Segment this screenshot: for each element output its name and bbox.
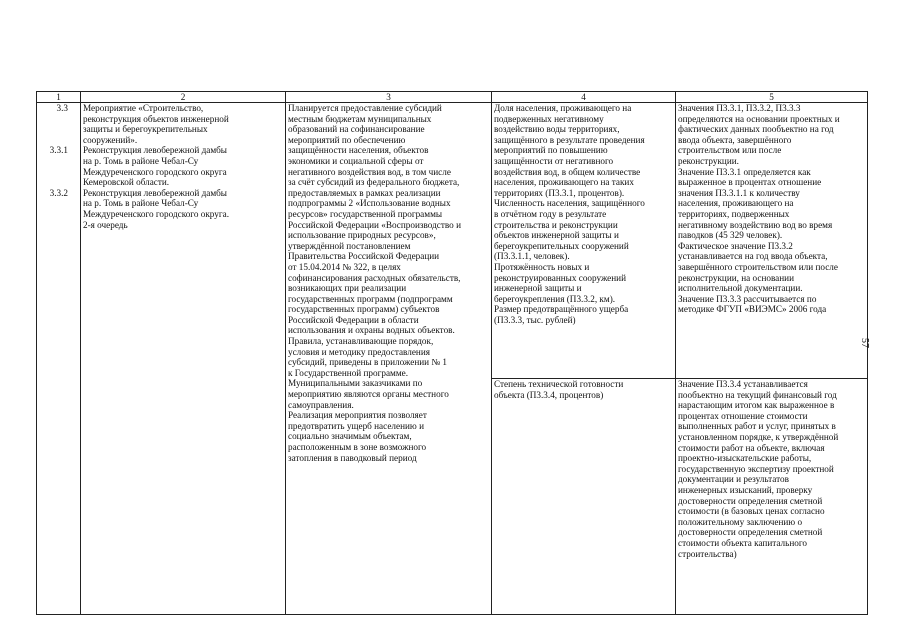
indicator-text: объекта (П3.3.4, процентов) xyxy=(494,389,604,400)
method-text: стоимости объекта капитального xyxy=(678,537,807,548)
description-text: мероприятию являются органы местного xyxy=(288,389,449,400)
measure-text: на р. Томь в районе Чебал-Су xyxy=(83,198,199,209)
measure-text: Реконструкция левобережной дамбы xyxy=(83,187,227,198)
method-text: достоверности определения сметной xyxy=(678,495,823,506)
indicator-text: в отчётном году в результате xyxy=(494,208,607,219)
table-row-indicators xyxy=(37,103,868,379)
indicator-text: мероприятий по повышению xyxy=(494,145,608,156)
header-col-1: 1 xyxy=(37,92,81,103)
description-text: возникающих при реализации xyxy=(288,283,407,294)
method-text: выполненных работ и услуг, принятых в xyxy=(678,421,836,432)
indicator-text: защищённого в результате проведения xyxy=(494,134,645,145)
indicators-cell xyxy=(492,103,676,379)
indicator-text: инженерной защиты и xyxy=(494,283,582,294)
method-text: Значения П3.3.1, П3.3.2, П3.3.3 xyxy=(678,103,801,113)
description-text: Планируется предоставление субсидий xyxy=(288,103,442,113)
method-text: завершённого строительством или после xyxy=(678,261,838,272)
item-number: 3.3 xyxy=(56,103,68,113)
method-text: реконструкции, на основании xyxy=(678,272,795,283)
method-text: негативному воздействию вод во время xyxy=(678,219,833,230)
description-text: к Государственной программе. xyxy=(288,367,409,378)
indicator-text: населения, проживающего на таких xyxy=(494,177,634,188)
method-text: паводков (45 329 человек). xyxy=(678,230,783,241)
description-text: защищённости населения, объектов xyxy=(288,145,429,156)
method-text: населения, проживающего на xyxy=(678,198,794,209)
method-text: инженерных изысканий, проверку xyxy=(678,484,813,495)
method-text: Значение П3.3.4 устанавливается xyxy=(678,379,808,389)
item-number-cell xyxy=(37,103,81,615)
indicator-text: строительства и реконструкции xyxy=(494,219,618,230)
method-text: стоимости (в базовых ценах согласно xyxy=(678,506,825,517)
indicator-text: берегоукрепительных сооружений xyxy=(494,240,629,251)
indicator-text: (П3.3.3, тыс. рублей) xyxy=(494,314,576,325)
description-text: ресурсов» государственной программы xyxy=(288,208,443,219)
description-text: Российской Федерации «Воспроизводство и xyxy=(288,219,461,230)
description-text: софинансирования расходных обязательств, xyxy=(288,272,461,283)
header-row xyxy=(37,92,868,103)
method-text: проектно-изыскательские работы, xyxy=(678,453,812,464)
description-text: предоставляемых в рамках реализации xyxy=(288,187,441,198)
indicator-text: воздействию воды территориях, xyxy=(494,124,620,135)
description-text: предотвратить ущерб населению и xyxy=(288,420,424,431)
measure-name-cell xyxy=(81,103,286,615)
item-number: 3.3.1 xyxy=(49,145,68,156)
description-text: за счёт субсидий из федерального бюджета, xyxy=(288,177,460,188)
method-text: государственную экспертизу проектной xyxy=(678,463,834,474)
method-text: методике ФГУП «ВИЭМС» 2006 года xyxy=(678,304,827,315)
method-text: ввода объекта, завершённого xyxy=(678,134,792,145)
measure-text: Реконструкция левобережной дамбы xyxy=(83,145,227,156)
description-text: расположенным в зоне возможного xyxy=(288,442,427,452)
method-text: процентах отношение стоимости xyxy=(678,410,808,421)
description-cell xyxy=(286,103,492,615)
method-text: документации и результатов xyxy=(678,474,789,485)
method-text: выраженное в процентах отношение xyxy=(678,177,822,188)
description-text: самоуправления. xyxy=(288,399,354,410)
method-text: строительством или после xyxy=(678,145,782,156)
description-text: государственных программ (подпрограмм xyxy=(288,293,453,304)
method-text: фактических данных пообъектно на год xyxy=(678,124,834,135)
description-text: условия и методику предоставления xyxy=(288,346,430,357)
indicator-text: Размер предотвращённого ущерба xyxy=(494,304,629,315)
measure-text: реконструкция объектов инженерной xyxy=(83,113,229,124)
description-text: субсидий, приведены в приложении № 1 xyxy=(288,357,448,368)
header-col-3: 3 xyxy=(286,92,492,103)
method-text: установленном порядке, к утверждённой xyxy=(678,431,839,442)
method-text: пообъектно на текущий финансовый год xyxy=(678,389,837,400)
method-text: строительства) xyxy=(678,548,737,559)
measure-text: сооружений». xyxy=(83,134,138,145)
description-text: негативного воздействия вод, в том числе xyxy=(288,166,451,177)
description-text: утверждённой постановлением xyxy=(288,240,411,251)
description-text: Правительства Российской Федерации xyxy=(288,251,440,262)
measure-text: Междуреченского городского округа. xyxy=(83,208,229,219)
method-text: стоимости работ на объекте, включая xyxy=(678,442,825,453)
measure-text: Кемеровской области. xyxy=(83,177,170,188)
method-text: Значение П3.3.1 определяется как xyxy=(678,166,811,177)
method-text: нарастающим итогом как выраженное в xyxy=(678,400,835,411)
method-text: Значение П3.3.3 рассчитывается по xyxy=(678,293,817,304)
measure-text: 2-я очередь xyxy=(83,219,128,230)
indicator-text: реконструированных сооружений xyxy=(494,272,627,283)
description-text: экономики и социальной сферы от xyxy=(288,155,424,166)
indicator-text: подверженных негативному xyxy=(494,113,604,124)
description-text: местным бюджетам муниципальных xyxy=(288,113,432,124)
description-text: использование природных ресурсов», xyxy=(288,230,436,241)
method-text: значения П3.3.1.1 к количеству xyxy=(678,187,800,198)
description-text: Российской Федерации в области xyxy=(288,314,419,325)
measure-text: Междуреченского городского округа xyxy=(83,166,227,177)
description-text: затопления в паводковый период xyxy=(288,452,417,463)
header-col-2: 2 xyxy=(81,92,286,103)
measure-text: Мероприятие «Строительство, xyxy=(83,103,204,113)
indicator-text: Численность населения, защищённого xyxy=(494,198,645,209)
description-text: Муниципальными заказчиками по xyxy=(288,378,423,389)
indicator-text: объектов инженерной защиты и xyxy=(494,230,619,241)
method-text: определяются на основании проектных и xyxy=(678,113,840,124)
method-text: исполнительной документации. xyxy=(678,283,803,294)
method-text: реконструкции. xyxy=(678,155,739,166)
method-text: Фактическое значение П3.3.2 xyxy=(678,240,793,251)
measures-table xyxy=(36,91,868,615)
indicator-text: защищённости от негативного xyxy=(494,155,614,166)
measure-text: на р. Томь в районе Чебал-Су xyxy=(83,155,199,166)
description-text: использования и охраны водных объектов. xyxy=(288,325,455,336)
description-text: Правила, устанавливающие порядок, xyxy=(288,336,434,347)
method-text: устанавливается на год ввода объекта, xyxy=(678,251,828,262)
method-cell xyxy=(676,103,868,379)
indicator-text: Степень технической готовности xyxy=(494,379,624,389)
method-text: территориях, подверженных xyxy=(678,208,790,219)
description-text: мероприятий по обеспечению xyxy=(288,134,406,145)
description-text: Реализация мероприятия позволяет xyxy=(288,410,427,421)
indicator-text: (П3.3.1.1, человек). xyxy=(494,251,570,262)
readiness-method-cell xyxy=(676,379,868,615)
indicator-text: Доля населения, проживающего на xyxy=(494,103,632,113)
description-text: государственных программ) субъектов xyxy=(288,304,440,315)
indicator-text: территориях (П3.3.1, процентов). xyxy=(494,187,625,198)
description-text: подпрограммы 2 «Использование водных xyxy=(288,198,451,209)
description-text: от 15.04.2014 № 322, в целях xyxy=(288,261,401,272)
method-text: достоверности определения сметной xyxy=(678,527,823,538)
indicator-text: воздействия вод, в общем количестве xyxy=(494,166,641,177)
indicator-text: берегоукрепления (П3.3.2, км). xyxy=(494,293,616,304)
item-number: 3.3.2 xyxy=(49,187,68,198)
description-text: образований на софинансирование xyxy=(288,124,425,135)
indicator-text: Протяжённость новых и xyxy=(494,261,590,272)
header-col-4: 4 xyxy=(492,92,676,103)
page-number: 57 xyxy=(859,338,870,348)
measure-text: защиты и берегоукрепительных xyxy=(83,124,208,135)
readiness-indicator-cell xyxy=(492,379,676,615)
description-text: социально значимым объектам, xyxy=(288,431,412,442)
method-text: положительному заключению о xyxy=(678,516,803,527)
header-col-5: 5 xyxy=(676,92,868,103)
